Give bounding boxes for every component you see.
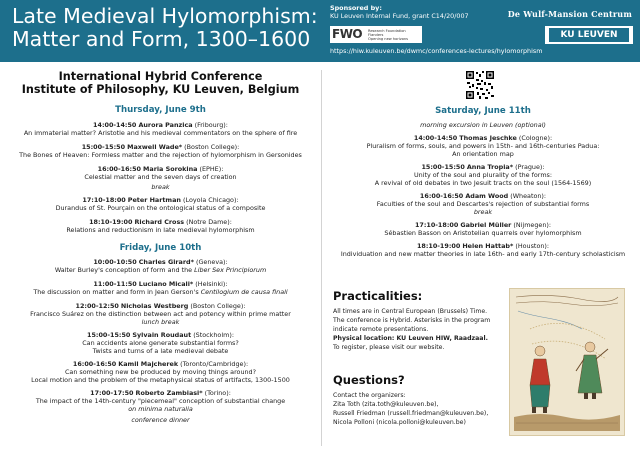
left-column [0, 68, 321, 424]
questions-heading: Questions? [333, 373, 405, 387]
physical-location: Physical location: KU Leuven HIW, Raadzaal. [333, 335, 488, 342]
session-fri-5: 16:00-16:50 Kamil Majcherek (Toronto/Cambridge): Can something new be produced by moving things around? Local motion and the problem of the metaphysical status of artifacts, 1300-1500 [31, 360, 290, 384]
conference-dinner: conference dinner [131, 416, 190, 424]
session-thu-1: 14:00-14:50 Aurora Panzica (Fribourg): An immaterial matter? Aristotle and his medieval commentators on the sphere of fire [23, 121, 298, 137]
centrum-name: De Wulf-Mansion Centrum [507, 9, 632, 19]
session-fri-3: 12:00-12:50 Nicholas Westberg (Boston College): Francisco Suárez on the distinction between act and potency within prime matter lunch break [0, 302, 321, 326]
session-sat-3: 16:00-16:50 Adam Wood (Wheaton): Faculties of the soul and Descartes's rejection of substantial forms break [326, 192, 640, 216]
fwo-logo [330, 26, 422, 43]
session-sat-4: 17:10-18:00 Gabriel Müller (Nijmegen): Sébastien Basson on Aristotelian quarrels over hylomorphism [384, 221, 582, 237]
morning-excursion: morning excursion in Leuven (optional) [420, 121, 546, 129]
practicalities-section [333, 289, 508, 352]
contact-russell[interactable]: Russell Friedman (russell.friedman@kuleuven.be), [333, 410, 489, 417]
contact-zita[interactable]: Zita Toth (zita.toth@kuleuven.be), [333, 401, 439, 408]
session-sat-2: 15:00-15:50 Anna Tropia* (Prague): Unity of the soul and plurality of the forms: A revival of old debates in two Jesuit tracts on the soul (1564-1569) [374, 163, 592, 187]
friday-heading: Friday, June 10th [119, 243, 202, 253]
conference-url[interactable]: https://hiw.kuleuven.be/dwmc/conferences-lectures/hylomorphism [330, 47, 543, 55]
contact-nicola[interactable]: Nicola Polloni (nicola.polloni@kuleuven.be) [333, 419, 466, 426]
sponsor-block [330, 4, 469, 20]
title-line-1: Late Medieval Hylomorphism: [12, 4, 318, 28]
fwo-mark: FWO [332, 27, 363, 41]
practicalities-heading: Practicalities: [333, 289, 423, 303]
session-fri-4: 15:00-15:50 Sylvain Roudaut (Stockholm): Can accidents alone generate substantial forms? Twists and turns of a late medieval debate [82, 331, 239, 355]
session-thu-3: 16:00-16:50 Maria Sorokina (EPHE): Celestial matter and the seven days of creation break [0, 165, 321, 191]
title-line-2: Matter and Form, 1300–1600 [12, 27, 311, 51]
session-fri-6: 17:00-17:50 Roberto Zambiasi* (Torino): The impact of the 14th-century "piecemeal" conception of substantial change on minima naturalia conference dinner [0, 389, 321, 424]
thursday-heading: Thursday, June 9th [115, 105, 206, 115]
practicalities-text: All times are in Central European (Brussels) Time. The conference is Hybrid. Asterisks in the program indicate remote presentations. Physical location: KU Leuven HIW, Raadzaal. To register, please visit our website. [333, 308, 491, 351]
page-title [12, 5, 318, 51]
session-fri-2: 11:00-11:50 Luciano Micali* (Helsinki): The discussion on matter and form in Jean Gerson's Centilogium de causa finali [33, 280, 288, 296]
column-divider [321, 70, 322, 446]
session-thu-4: 17:10-18:00 Peter Hartman (Loyola Chicago): Durandus of St. Pourçain on the ontological status of a composite [55, 196, 266, 212]
questions-text: Contact the organizers: Zita Toth (zita.toth@kuleuven.be), Russell Friedman (russell.friedman@kuleuven.be), Nicola Polloni (nicola.polloni@kuleuven.be) [333, 391, 508, 427]
session-sat-1: 14:00-14:50 Thomas Jeschke (Cologne): Pluralism of forms, souls, and powers in 15th- and 16th-centuries Padua: An orientation map [366, 134, 600, 158]
questions-section [333, 373, 508, 427]
header-banner [0, 0, 640, 62]
sponsor-label: Sponsored by: [330, 4, 382, 12]
session-thu-2: 15:00-15:50 Maxwell Wade* (Boston College): The Bones of Heaven: Formless matter and the rejection of hylomorphism in Gersonides [19, 143, 302, 159]
right-column [326, 68, 640, 258]
fwo-subtitle: Research Foundation Flanders Opening new horizons [368, 29, 409, 42]
conference-title: International Hybrid Conference Institute of Philosophy, KU Leuven, Belgium [21, 70, 300, 96]
session-fri-1: 10:00-10:50 Charles Girard* (Geneva): Walter Burley's conception of form and the Liber Sex Principiorum [54, 258, 267, 274]
saturday-break: break [473, 208, 493, 216]
lunch-break: lunch break [141, 318, 180, 326]
thursday-break: break [151, 183, 170, 191]
session-sat-5: 18:10-19:00 Helen Hattab* (Houston): Individuation and new matter theories in late 16th- and early 17th-century scholasticism [340, 242, 626, 258]
ku-leuven-logo: KU LEUVEN [545, 26, 633, 44]
manuscript-illustration [509, 288, 625, 436]
saturday-heading: Saturday, June 11th [435, 106, 531, 116]
session-thu-5: 18:10-19:00 Richard Cross (Notre Dame): Relations and reductionism in late medieval hylomorphism [66, 218, 255, 234]
sponsor-text: KU Leuven Internal Fund, grant C14/20/007 [330, 12, 469, 20]
